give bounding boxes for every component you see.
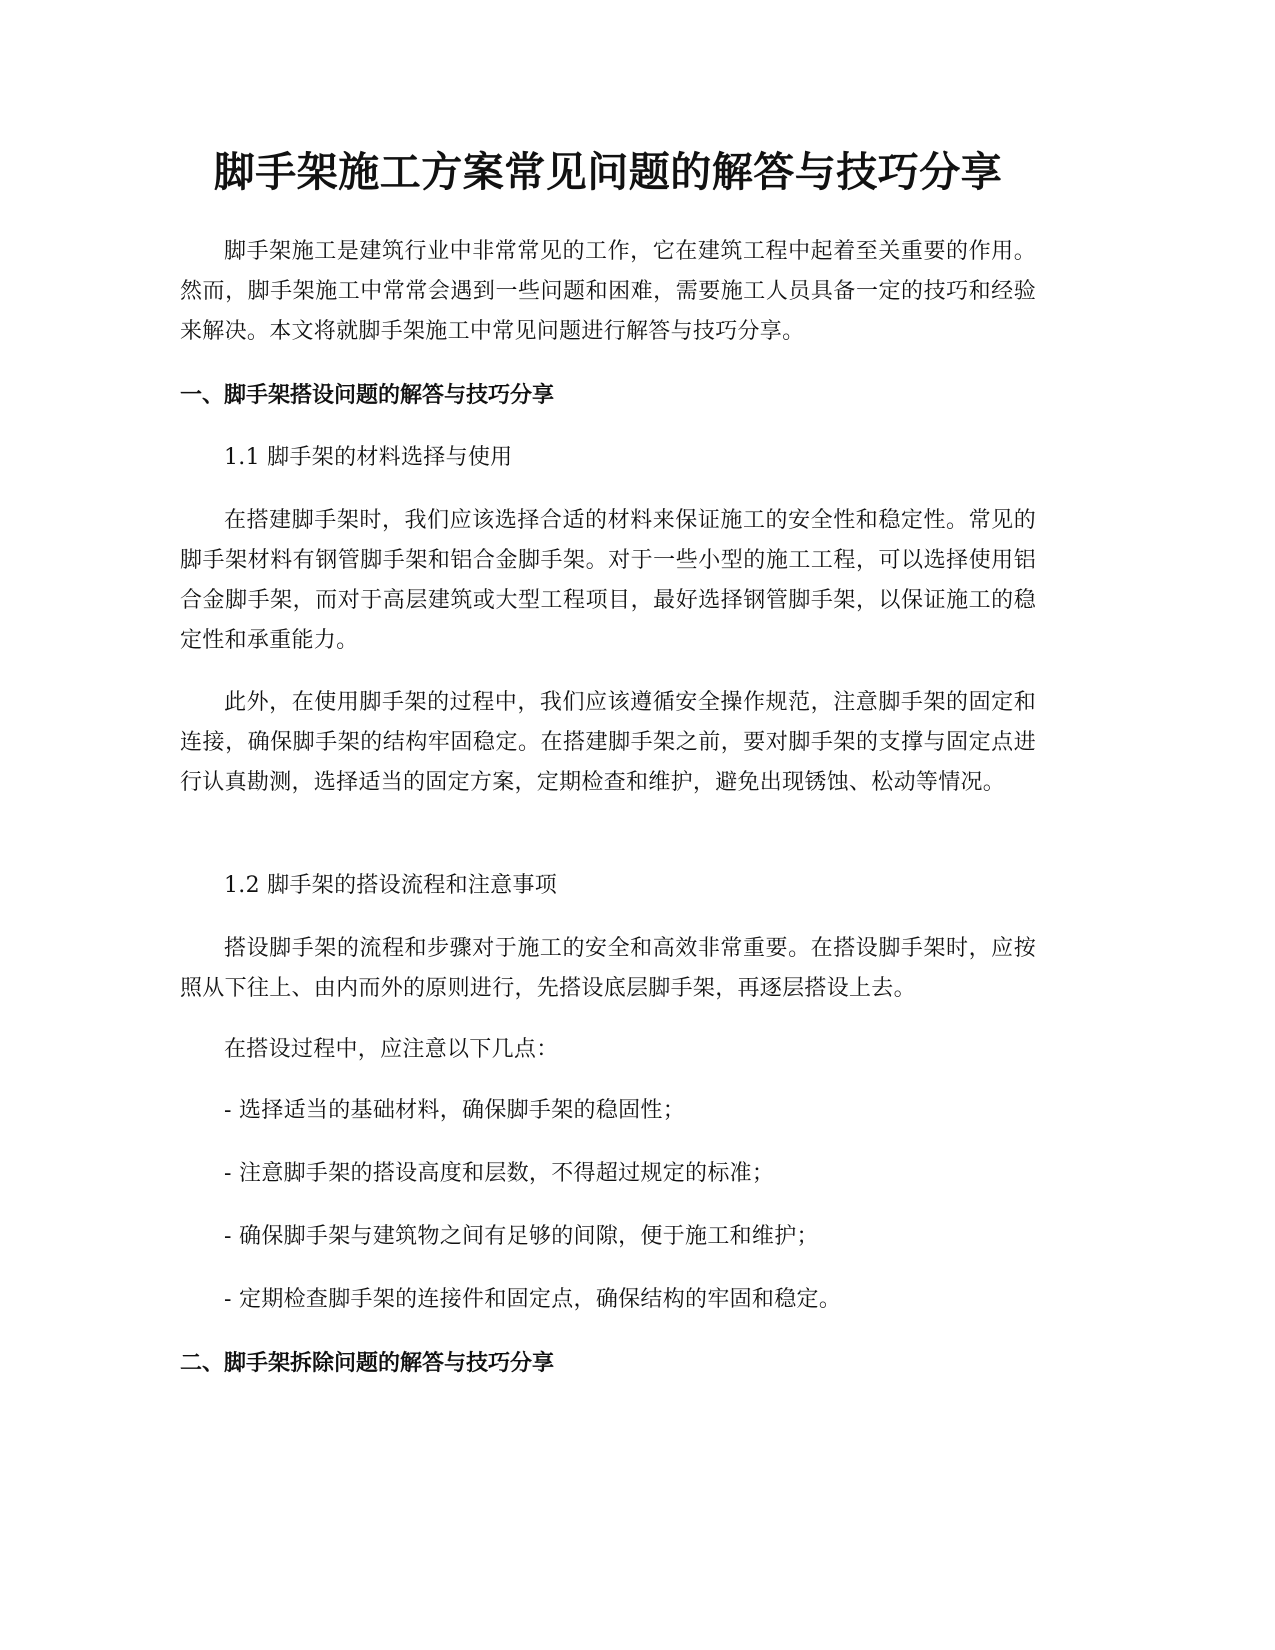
section-1-heading: 一、脚手架搭设问题的解答与技巧分享 [180,383,555,408]
subsection-1-1-paragraph-1: 在搭建脚手架时，我们应该选择合适的材料来保证施工的安全性和稳定性。常见的脚手架材料有钢管脚手架和铝合金脚手架。对于一些小型的施工工程，可以选择使用铝合金脚手架，而对于高层建筑或大型工程项目，最好选择钢管脚手架，以保证施工的稳定性和承重能力。 [180,508,1036,653]
subsection-1-1-heading: 1.1 脚手架的材料选择与使用 [224,445,513,470]
document-page [180,0,1036,1650]
document-title: 脚手架施工方案常见问题的解答与技巧分享 [213,148,1003,196]
subsection-1-2-heading: 1.2 脚手架的搭设流程和注意事项 [224,873,558,898]
subsection-1-2-paragraph-1: 搭设脚手架的流程和步骤对于施工的安全和高效非常重要。在搭设脚手架时，应按照从下往上、由内而外的原则进行，先搭设底层脚手架，再逐层搭设上去。 [180,936,1036,1001]
section-2-heading: 二、脚手架拆除问题的解答与技巧分享 [180,1351,555,1376]
subsection-1-1-paragraph-2: 此外，在使用脚手架的过程中，我们应该遵循安全操作规范，注意脚手架的固定和连接，确保脚手架的结构牢固稳定。在搭建脚手架之前，要对脚手架的支撑与固定点进行认真勘测，选择适当的固定方案，定期检查和维护，避免出现锈蚀、松动等情况。 [180,690,1036,795]
intro-paragraph: 脚手架施工是建筑行业中非常常见的工作，它在建筑工程中起着至关重要的作用。然而，脚手架施工中常常会遇到一些问题和困难，需要施工人员具备一定的技巧和经验来解决。本文将就脚手架施工中常见问题进行解答与技巧分享。 [180,239,1036,344]
subsection-1-2-lead: 在搭设过程中，应注意以下几点： [224,1037,559,1062]
list-item: - 选择适当的基础材料，确保脚手架的稳固性； [224,1098,686,1123]
list-item: - 确保脚手架与建筑物之间有足够的间隙，便于施工和维护； [224,1224,819,1249]
list-item: - 注意脚手架的搭设高度和层数，不得超过规定的标准； [224,1161,775,1186]
list-item: - 定期检查脚手架的连接件和固定点，确保结构的牢固和稳定。 [224,1287,842,1312]
